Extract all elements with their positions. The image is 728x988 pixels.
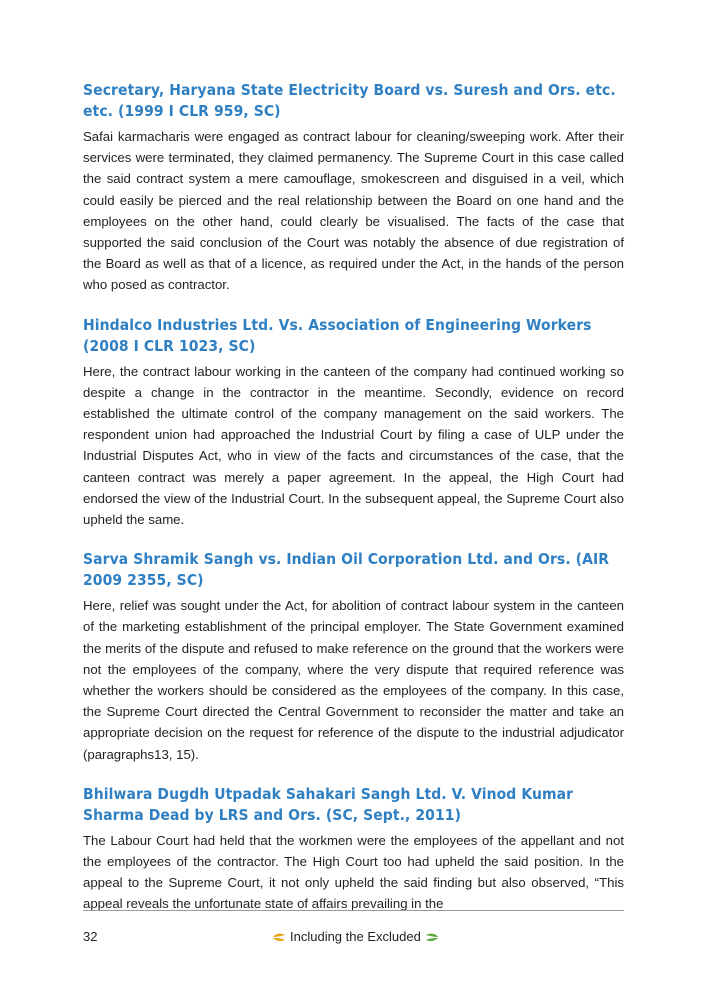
case-title: Secretary, Haryana State Electricity Board vs. Suresh and Ors. etc. etc. (1999 I CLR 959, SC) [83, 81, 616, 120]
case-title: Hindalco Industries Ltd. Vs. Association of Engineering Workers (2008 I CLR 1023, SC) [83, 315, 592, 355]
case-title: Bhilwara Dugdh Utpadak Sahakari Sangh Ltd. V. Vinod Kumar Sharma Dead by LRS and Ors. (SC, Sept., 2011) [83, 784, 574, 824]
leaf-icon [273, 932, 285, 942]
case-body: Here, the contract labour working in the canteen of the company had continued working so despite a change in the contractor in the meantime. Secondly, evidence on record established the ultimate control of the company management on the said workers. The respondent union had approached the Industrial Court by filing a case of ULP under the Industrial Disputes Act, who in view of the facts and circumstances of the case, that the canteen contract was merely a paper agreement. In the appeal, the High Court had endorsed the view of the Industrial Court. In the subsequent appeal, the Supreme Court also upheld the same. [83, 363, 624, 528]
footer-title-text: Including the Excluded [290, 929, 421, 944]
case-title: Sarva Shramik Sangh vs. Indian Oil Corporation Ltd. and Ors. (AIR 2009 2355, SC) [83, 550, 610, 590]
case-section [83, 784, 624, 915]
leaf-icon [426, 932, 438, 942]
footer-running-title [273, 929, 438, 945]
footer-divider [83, 910, 624, 911]
case-section [83, 549, 624, 765]
case-section [83, 80, 624, 296]
case-section [83, 315, 624, 531]
case-body: Here, relief was sought under the Act, for abolition of contract labour system in the canteen of the marketing establishment of the principal employer. The State Government examined the merits of the dispute and refused to make reference on the ground that the workers were not the employees of the company, where the very dispute that required reference was whether the workers should be considered as the employees of the company. In this case, the Supreme Court directed the Central Government to reconsider the matter and take an appropriate decision on the request for reference of the dispute to the industrial adjudicator (paragraphs13, 15). [83, 598, 624, 762]
case-body: Safai karmacharis were engaged as contract labour for cleaning/sweeping work. After their services were terminated, they claimed permanency. The Supreme Court in this case called the said contract system a mere camouflage, smokescreen and disguised in a veil, which could easily be pierced and the real relationship between the Board on one hand and the employees on the other hand, could clearly be visualised. The facts of the case that supported the said conclusion of the Court was notably the absence of due registration of the Board as well as that of a licence, as required under the Act, in the hands of the person who posed as contractor. [83, 129, 624, 293]
case-body: The Labour Court had held that the workmen were the employees of the appellant and not the employees of the contractor. The High Court too had upheld the said position. In the appeal to the Supreme Court, it not only upheld the said finding but also observed, “This appeal reveals the unfortunate state of affairs prevailing in the [83, 832, 624, 912]
page-number: 32 [83, 929, 98, 944]
page-content [83, 80, 624, 915]
